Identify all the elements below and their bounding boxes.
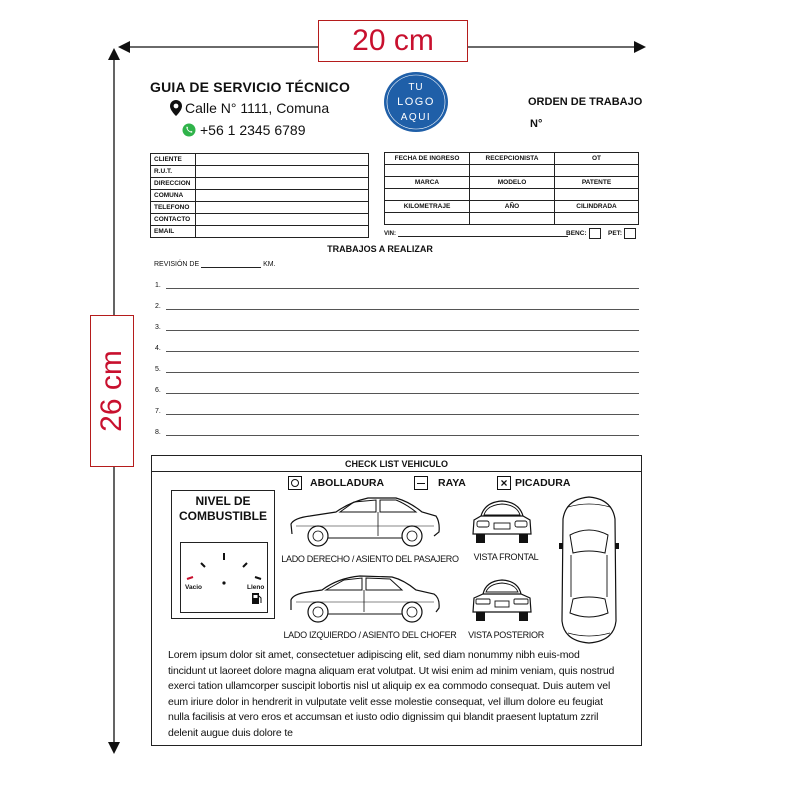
work-line-number: 5. [155,366,161,373]
fuel-title [171,494,275,524]
checklist-title: CHECK LIST VEHICULO [344,458,448,469]
vehicle-table [384,152,639,225]
vehicle-field-label: AÑO [470,201,555,213]
client-row [151,214,369,226]
work-line-number: 6. [155,387,161,394]
work-line[interactable] [155,312,639,333]
vehicle-field-label: PATENTE [555,177,639,189]
legend-dent-label: ABOLLADURA [310,477,385,489]
vehicle-field-label: RECEPCIONISTA [470,153,555,165]
work-line-number: 3. [155,324,161,331]
dent-symbol-icon [288,476,302,490]
client-row [151,166,369,178]
vehicle-field-label: OT [555,153,639,165]
work-line[interactable] [155,354,639,375]
revision-km-field[interactable] [201,261,261,268]
work-line[interactable] [155,396,639,417]
vin-label: VIN: [384,231,396,237]
vehicle-field-label: CILINDRADA [555,201,639,213]
vehicle-field-input[interactable] [470,213,555,225]
vehicle-value-row [385,165,639,177]
client-field-label: TELEFONO [151,202,196,214]
vehicle-field-input[interactable] [555,213,639,225]
client-row [151,178,369,190]
phone-text: +56 1 2345 6789 [200,122,306,138]
rear-view-label: VISTA POSTERIOR [468,630,544,640]
work-line[interactable] [155,375,639,396]
vehicle-label-row [385,201,639,213]
width-label [318,20,468,62]
address-line [170,100,329,116]
client-field-input[interactable] [196,226,369,238]
vin-row [384,229,568,237]
height-label-text: 26 cm [95,350,129,432]
work-line-rule [166,309,639,310]
vehicle-field-label: KILOMETRAJE [385,201,470,213]
fuel-pump-icon [252,593,261,604]
whatsapp-icon [182,123,196,137]
vehicle-field-input[interactable] [470,189,555,201]
client-field-input[interactable] [196,154,369,166]
revision-suffix: KM. [263,261,276,268]
order-label: ORDEN DE TRABAJO [528,96,643,108]
client-row [151,202,369,214]
vehicle-field-input[interactable] [385,189,470,201]
vehicle-field-label: FECHA DE INGRESO [385,153,470,165]
work-line-number: 8. [155,429,161,436]
work-line-rule [166,351,639,352]
client-field-label: CLIENTE [151,154,196,166]
fuel-empty-label: Vacio [185,584,202,591]
car-left-side-drawing[interactable] [288,572,442,628]
vehicle-field-label: MODELO [470,177,555,189]
client-field-label: EMAIL [151,226,196,238]
left-side-label: LADO IZQUIERDO / ASIENTO DEL CHOFER [283,630,457,640]
vin-field[interactable] [398,229,568,237]
legend-chip [497,476,570,490]
work-line-rule [166,288,639,289]
height-label [90,315,134,467]
work-line-number: 4. [155,345,161,352]
client-row [151,190,369,202]
benc-checkbox[interactable] [589,228,601,239]
chip-symbol-icon: × [497,476,511,490]
logo-text-line: AQUI [400,112,432,123]
work-line-rule [166,414,639,415]
client-field-label: R.U.T. [151,166,196,178]
work-line[interactable] [155,291,639,312]
client-field-label: CONTACTO [151,214,196,226]
fuel-title-line-1: NIVEL DE [195,494,251,508]
checklist-body-text: Lorem ipsum dolor sit amet, consectetuer adipiscing elit, sed diam nonummy nibh euis-mod tincidunt ut laoreet dolore magna aliquam erat volutpat. Ut wisi enim ad minim veniam, quis nostrud exerci tation ullamcorper suscipit lobortis nisl ut aliquip ex ea commodo consequat. Duis autem vel eum iriure dolor in hendrerit in vulputate velit esse molestie consequat, vel illum dolore eu feugiat nulla facilisis at vero eros et accumsan et iusto odio dignissim qui blandit praesent luptatum zzril delenit augue duis dolore te [168,649,615,739]
legend-chip-label: PICADURA [515,477,571,489]
car-right-side-drawing[interactable] [288,494,442,552]
logo-text-line: LOGO [397,96,435,108]
fuel-full-label: Lleno [247,584,265,591]
front-view-label: VISTA FRONTAL [473,552,539,562]
client-field-input[interactable] [196,166,369,178]
vehicle-field-input[interactable] [385,165,470,177]
benc-label: BENC: [566,230,587,237]
car-rear-drawing[interactable] [471,576,533,626]
car-front-drawing[interactable] [471,498,533,548]
work-line-rule [166,330,639,331]
vehicle-field-input[interactable] [385,213,470,225]
pet-label: PET: [608,230,623,237]
work-line[interactable] [155,417,639,438]
client-row [151,226,369,238]
vehicle-field-input[interactable] [555,189,639,201]
pet-checkbox[interactable] [624,228,636,239]
scratch-symbol-icon [414,476,428,490]
pet-option [608,228,636,239]
vehicle-label-row [385,177,639,189]
client-field-input[interactable] [196,214,369,226]
legend-scratch [414,476,466,490]
client-table [150,153,369,238]
form-title: GUIA DE SERVICIO TÉCNICO [150,79,351,95]
phone-line [182,122,306,138]
works-title: TRABAJOS A REALIZAR [327,244,433,254]
work-line[interactable] [155,333,639,354]
legend-dent [288,476,384,490]
work-line-rule [166,372,639,373]
fuel-gauge-dial [181,543,267,612]
work-line-number: 7. [155,408,161,415]
vehicle-field-label: MARCA [385,177,470,189]
work-line-number: 2. [155,303,161,310]
order-number-label: N° [530,118,543,130]
location-pin-icon [170,100,182,116]
client-field-input[interactable] [196,178,369,190]
work-line[interactable] [155,270,639,291]
checklist-title-bar [151,455,642,472]
client-field-input[interactable] [196,190,369,202]
vehicle-value-row [385,189,639,201]
address-text: Calle N° 1111, Comuna [185,100,330,116]
car-top-view-drawing[interactable] [558,495,620,645]
work-line-number: 1. [155,282,161,289]
revision-prefix: REVISIÓN DE [154,261,200,268]
logo-text-line: TU [408,82,424,93]
fuel-title-line-2: COMBUSTIBLE [179,509,267,523]
vehicle-field-input[interactable] [470,165,555,177]
legend-scratch-label: RAYA [438,477,466,489]
width-label-text: 20 cm [352,24,434,57]
client-row [151,154,369,166]
work-line-rule [166,393,639,394]
vehicle-value-row [385,213,639,225]
client-field-label: DIRECCION [151,178,196,190]
client-field-input[interactable] [196,202,369,214]
vehicle-field-input[interactable] [555,165,639,177]
work-line-rule [166,435,639,436]
vehicle-label-row [385,153,639,165]
benc-option [566,228,601,239]
right-side-label: LADO DERECHO / ASIENTO DEL PASAJERO [281,554,459,564]
revision-line [154,261,276,268]
company-logo [383,71,449,133]
client-field-label: COMUNA [151,190,196,202]
